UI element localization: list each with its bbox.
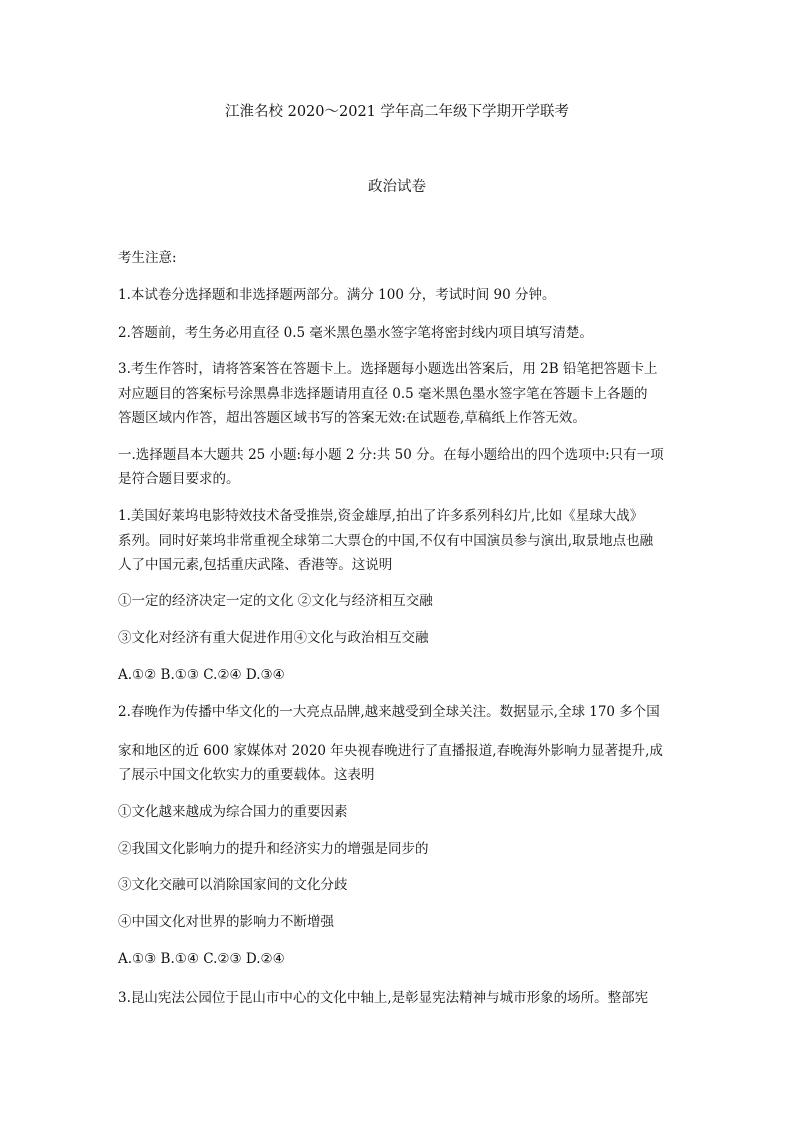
question-3-line-1: 3.昆山宪法公园位于昆山市中心的文化中轴上,是彰显宪法精神与城市形象的场所。整部宪 <box>118 990 649 1006</box>
question-2-line-2: 家和地区的近 600 家媒体对 2020 年央视春晚进行了直播报道,春晚海外影响力显著提升,成 <box>118 743 663 759</box>
question-2-line-3: 了展示中国文化软实力的重要载体。这表明 <box>118 767 375 783</box>
question-1-line-2: 系列。同时好莱坞非常重视全球第二大票仓的中国,不仅有中国演员参与演出,取景地点也融 <box>118 533 654 549</box>
question-2-option-1: ①文化越来越成为综合国力的重要因素 <box>118 804 348 820</box>
section-heading-line-1: 一.选择题昌本大题共 25 小题:每小题 2 分:共 50 分。在每小题给出的四个选项中:只有一项 <box>118 447 664 463</box>
notice-heading: 考生注意: <box>118 250 177 266</box>
question-1-line-3: 人了中国元素,包括重庆武隆、香港等。这说明 <box>118 557 393 573</box>
section-heading-line-2: 是符合题目要求的。 <box>118 471 240 487</box>
notice-item-1: 1.本试卷分选择题和非选择题两部分。满分 100 分，考试时间 90 分钟。 <box>118 287 556 303</box>
question-1-options-1-2: ①一定的经济决定一定的文化 ②文化与经济相互交融 <box>118 593 433 609</box>
question-1-line-1: 1.美国好莱坞电影特效技术备受推崇,资金雄厚,拍出了许多系列科幻片,比如《星球大战》 <box>118 508 644 524</box>
question-2-line-1: 2.春晚作为传播中华文化的一大亮点品牌,越来越受到全球关注。数据显示,全球 170 多个国 <box>118 704 660 720</box>
notice-item-3-line-3: 答题区域内作答，超出答题区域书写的答案无效:在试题卷,草稿纸上作答无效。 <box>118 410 586 426</box>
question-2-option-4: ④中国文化对世界的影响力不断增强 <box>118 914 334 930</box>
question-1-options-3-4: ③文化对经济有重大促进作用④文化与政治相互交融 <box>118 630 429 646</box>
question-2-option-3: ③文化交融可以消除国家间的文化分歧 <box>118 877 348 893</box>
exam-title: 江淮名校 2020～2021 学年高二年级下学期开学联考 <box>224 104 570 120</box>
notice-item-3-line-1: 3.考生作答时，请将答案答在答题卡上。选择题每小题选出答案后，用 2B 铅笔把答题卡上 <box>118 361 658 377</box>
question-1-choices: A.①② B.①③ C.②④ D.③④ <box>118 667 285 683</box>
exam-subtitle: 政治试卷 <box>368 179 426 195</box>
question-2-choices: A.①③ B.①④ C.②③ D.②④ <box>118 951 285 967</box>
question-2-option-2: ②我国文化影响力的提升和经济实力的增强是同步的 <box>118 841 429 857</box>
notice-item-3-line-2: 对应题目的答案标号涂黑鼻非选择题请用直径 0.5 毫米黑色墨水签字笔在答题卡上各题的 <box>118 386 648 402</box>
notice-item-2: 2.答题前，考生务必用直径 0.5 毫米黑色墨水签字笔将密封线内项目填写清楚。 <box>118 325 593 341</box>
